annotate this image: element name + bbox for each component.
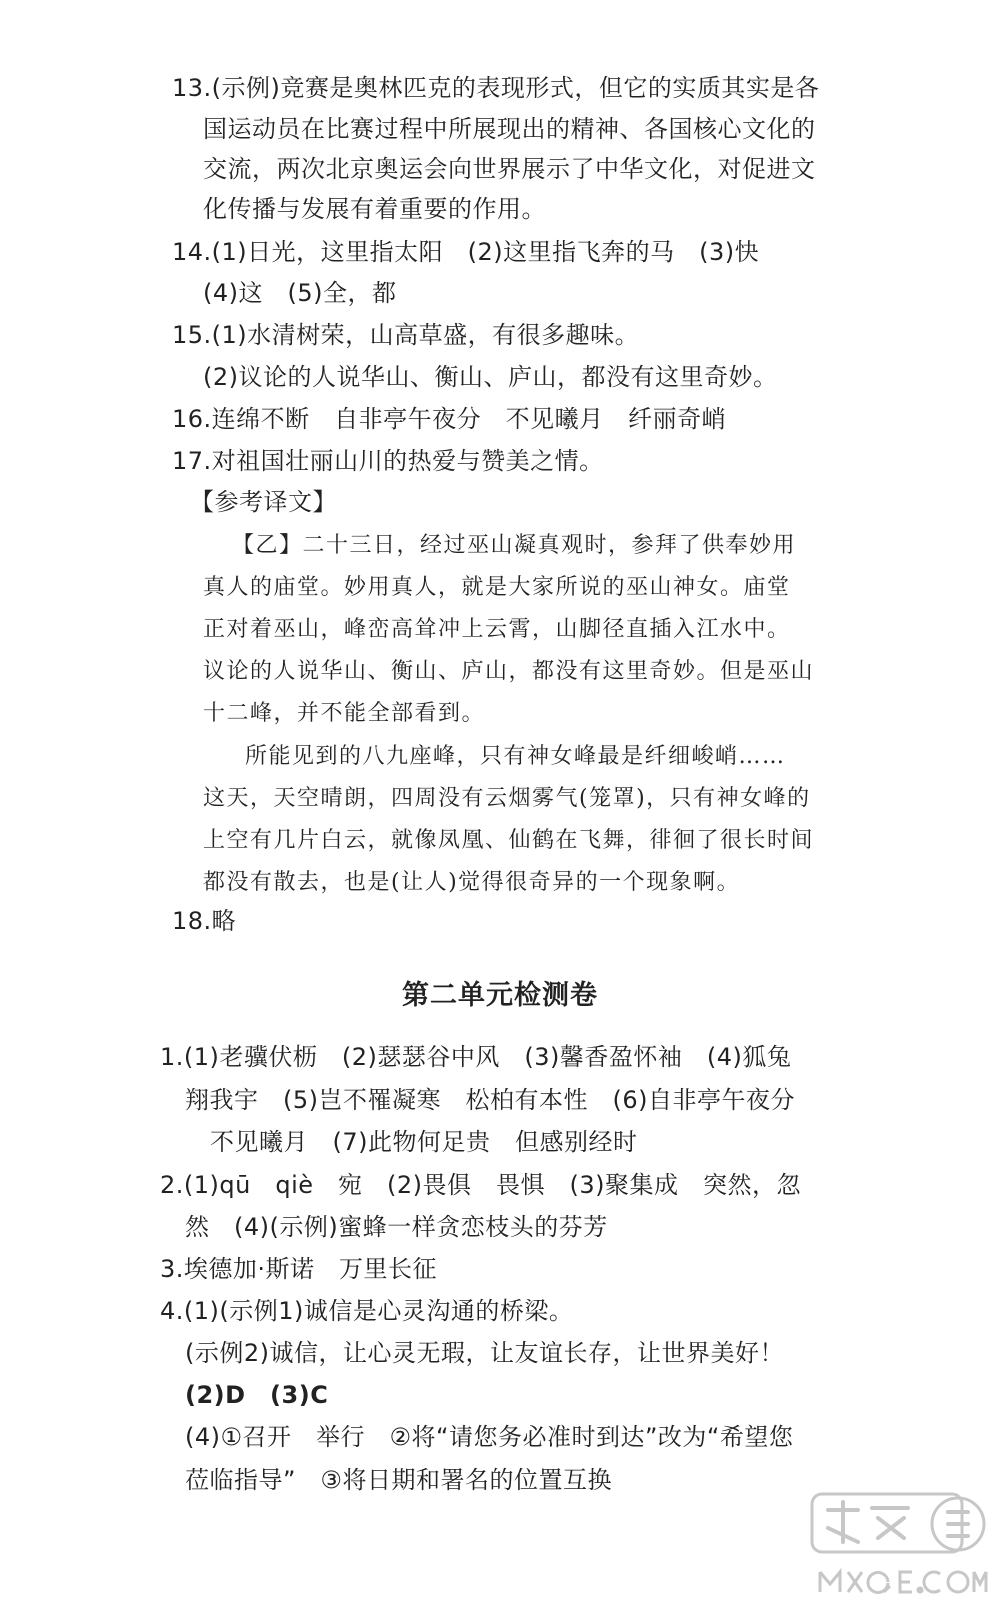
unit2-answer-2-line-1: 2.(1)qū qiè 宛 (2)畏俱 畏惧 (3)聚集成 突然，忽 bbox=[160, 1171, 801, 1199]
unit2-answer-2-line-2: 然 (4)(示例)蜜蜂一样贪恋枝头的芬芳 bbox=[185, 1213, 608, 1241]
answer-13-line-3: 交流，两次北京奥运会向世界展示了中华文化，对促进文 bbox=[203, 155, 816, 183]
watermark-logo bbox=[808, 1488, 988, 1598]
answer-18: 18.略 bbox=[172, 907, 237, 935]
answer-16: 16.连绵不断 自非亭午夜分 不见曦月 纤丽奇峭 bbox=[172, 405, 727, 433]
translation-line-2: 真人的庙堂。妙用真人，就是大家所说的巫山神女。庙堂 bbox=[203, 575, 791, 600]
answer-14-line-2: (4)这 (5)全，都 bbox=[203, 279, 397, 307]
unit2-heading: 第二单元检测卷 bbox=[402, 980, 598, 1011]
answer-13-line-2: 国运动员在比赛过程中所展现出的精神、各国核心文化的 bbox=[203, 115, 816, 143]
unit2-answer-4-line-1: 4.(1)(示例1)诚信是心灵沟通的桥梁。 bbox=[160, 1297, 574, 1325]
unit2-answer-4-line-2: (示例2)诚信，让心灵无瑕，让友谊长存，让世界美好！ bbox=[185, 1339, 784, 1367]
unit2-answer-1-line-2: 翔我宇 (5)岂不罹凝寒 松柏有本性 (6)自非亭午夜分 bbox=[185, 1086, 795, 1114]
unit2-answer-4-line-4: (4)①召开 举行 ②将“请您务必准时到达”改为“希望您 bbox=[185, 1423, 794, 1451]
translation-line-5: 十二峰，并不能全部看到。 bbox=[203, 701, 486, 726]
translation-title: 【参考译文】 bbox=[190, 488, 337, 516]
answer-14-line-1: 14.(1)日光，这里指太阳 (2)这里指飞奔的马 (3)快 bbox=[172, 238, 760, 266]
unit2-answer-3: 3.埃德加·斯诺 万里长征 bbox=[160, 1255, 438, 1283]
translation-line-3: 正对着巫山，峰峦高耸冲上云霄，山脚径直插入江水中。 bbox=[203, 617, 791, 642]
translation-line-6: 所能见到的八九座峰，只有神女峰最是纤细峻峭…… bbox=[245, 744, 786, 769]
translation-line-7: 这天，天空晴朗，四周没有云烟雾气(笼罩)，只有神女峰的 bbox=[203, 786, 811, 811]
unit2-answer-4-line-3: (2)D (3)C bbox=[185, 1381, 329, 1409]
unit2-answer-1-line-3: 不见曦月 (7)此物何足贵 但感别经时 bbox=[210, 1128, 638, 1156]
unit2-answer-1-line-1: 1.(1)老骥伏枥 (2)瑟瑟谷中风 (3)馨香盈怀袖 (4)狐兔 bbox=[160, 1043, 792, 1071]
translation-line-9: 都没有散去，也是(让人)觉得很奇异的一个现象啊。 bbox=[203, 870, 741, 895]
translation-line-8: 上空有几片白云，就像凤凰、仙鹤在飞舞，徘徊了很长时间 bbox=[203, 828, 815, 853]
answer-17: 17.对祖国壮丽山川的热爱与赞美之情。 bbox=[172, 447, 604, 475]
answer-13-line-1: 13.(示例)竞赛是奥林匹克的表现形式，但它的实质其实是各 bbox=[172, 74, 820, 102]
unit2-answer-4-line-5: 莅临指导” ③将日期和署名的位置互换 bbox=[185, 1466, 612, 1494]
answer-15-line-1: 15.(1)水清树荣，山高草盛，有很多趣味。 bbox=[172, 321, 640, 349]
translation-line-1: 【乙】二十三日，经过巫山凝真观时，参拜了供奉妙用 bbox=[232, 533, 797, 558]
answer-15-line-2: (2)议论的人说华山、衡山、庐山，都没有这里奇妙。 bbox=[203, 363, 778, 391]
answer-13-line-4: 化传播与发展有着重要的作用。 bbox=[203, 195, 546, 223]
translation-line-4: 议论的人说华山、衡山、庐山，都没有这里奇妙。但是巫山 bbox=[203, 659, 815, 684]
